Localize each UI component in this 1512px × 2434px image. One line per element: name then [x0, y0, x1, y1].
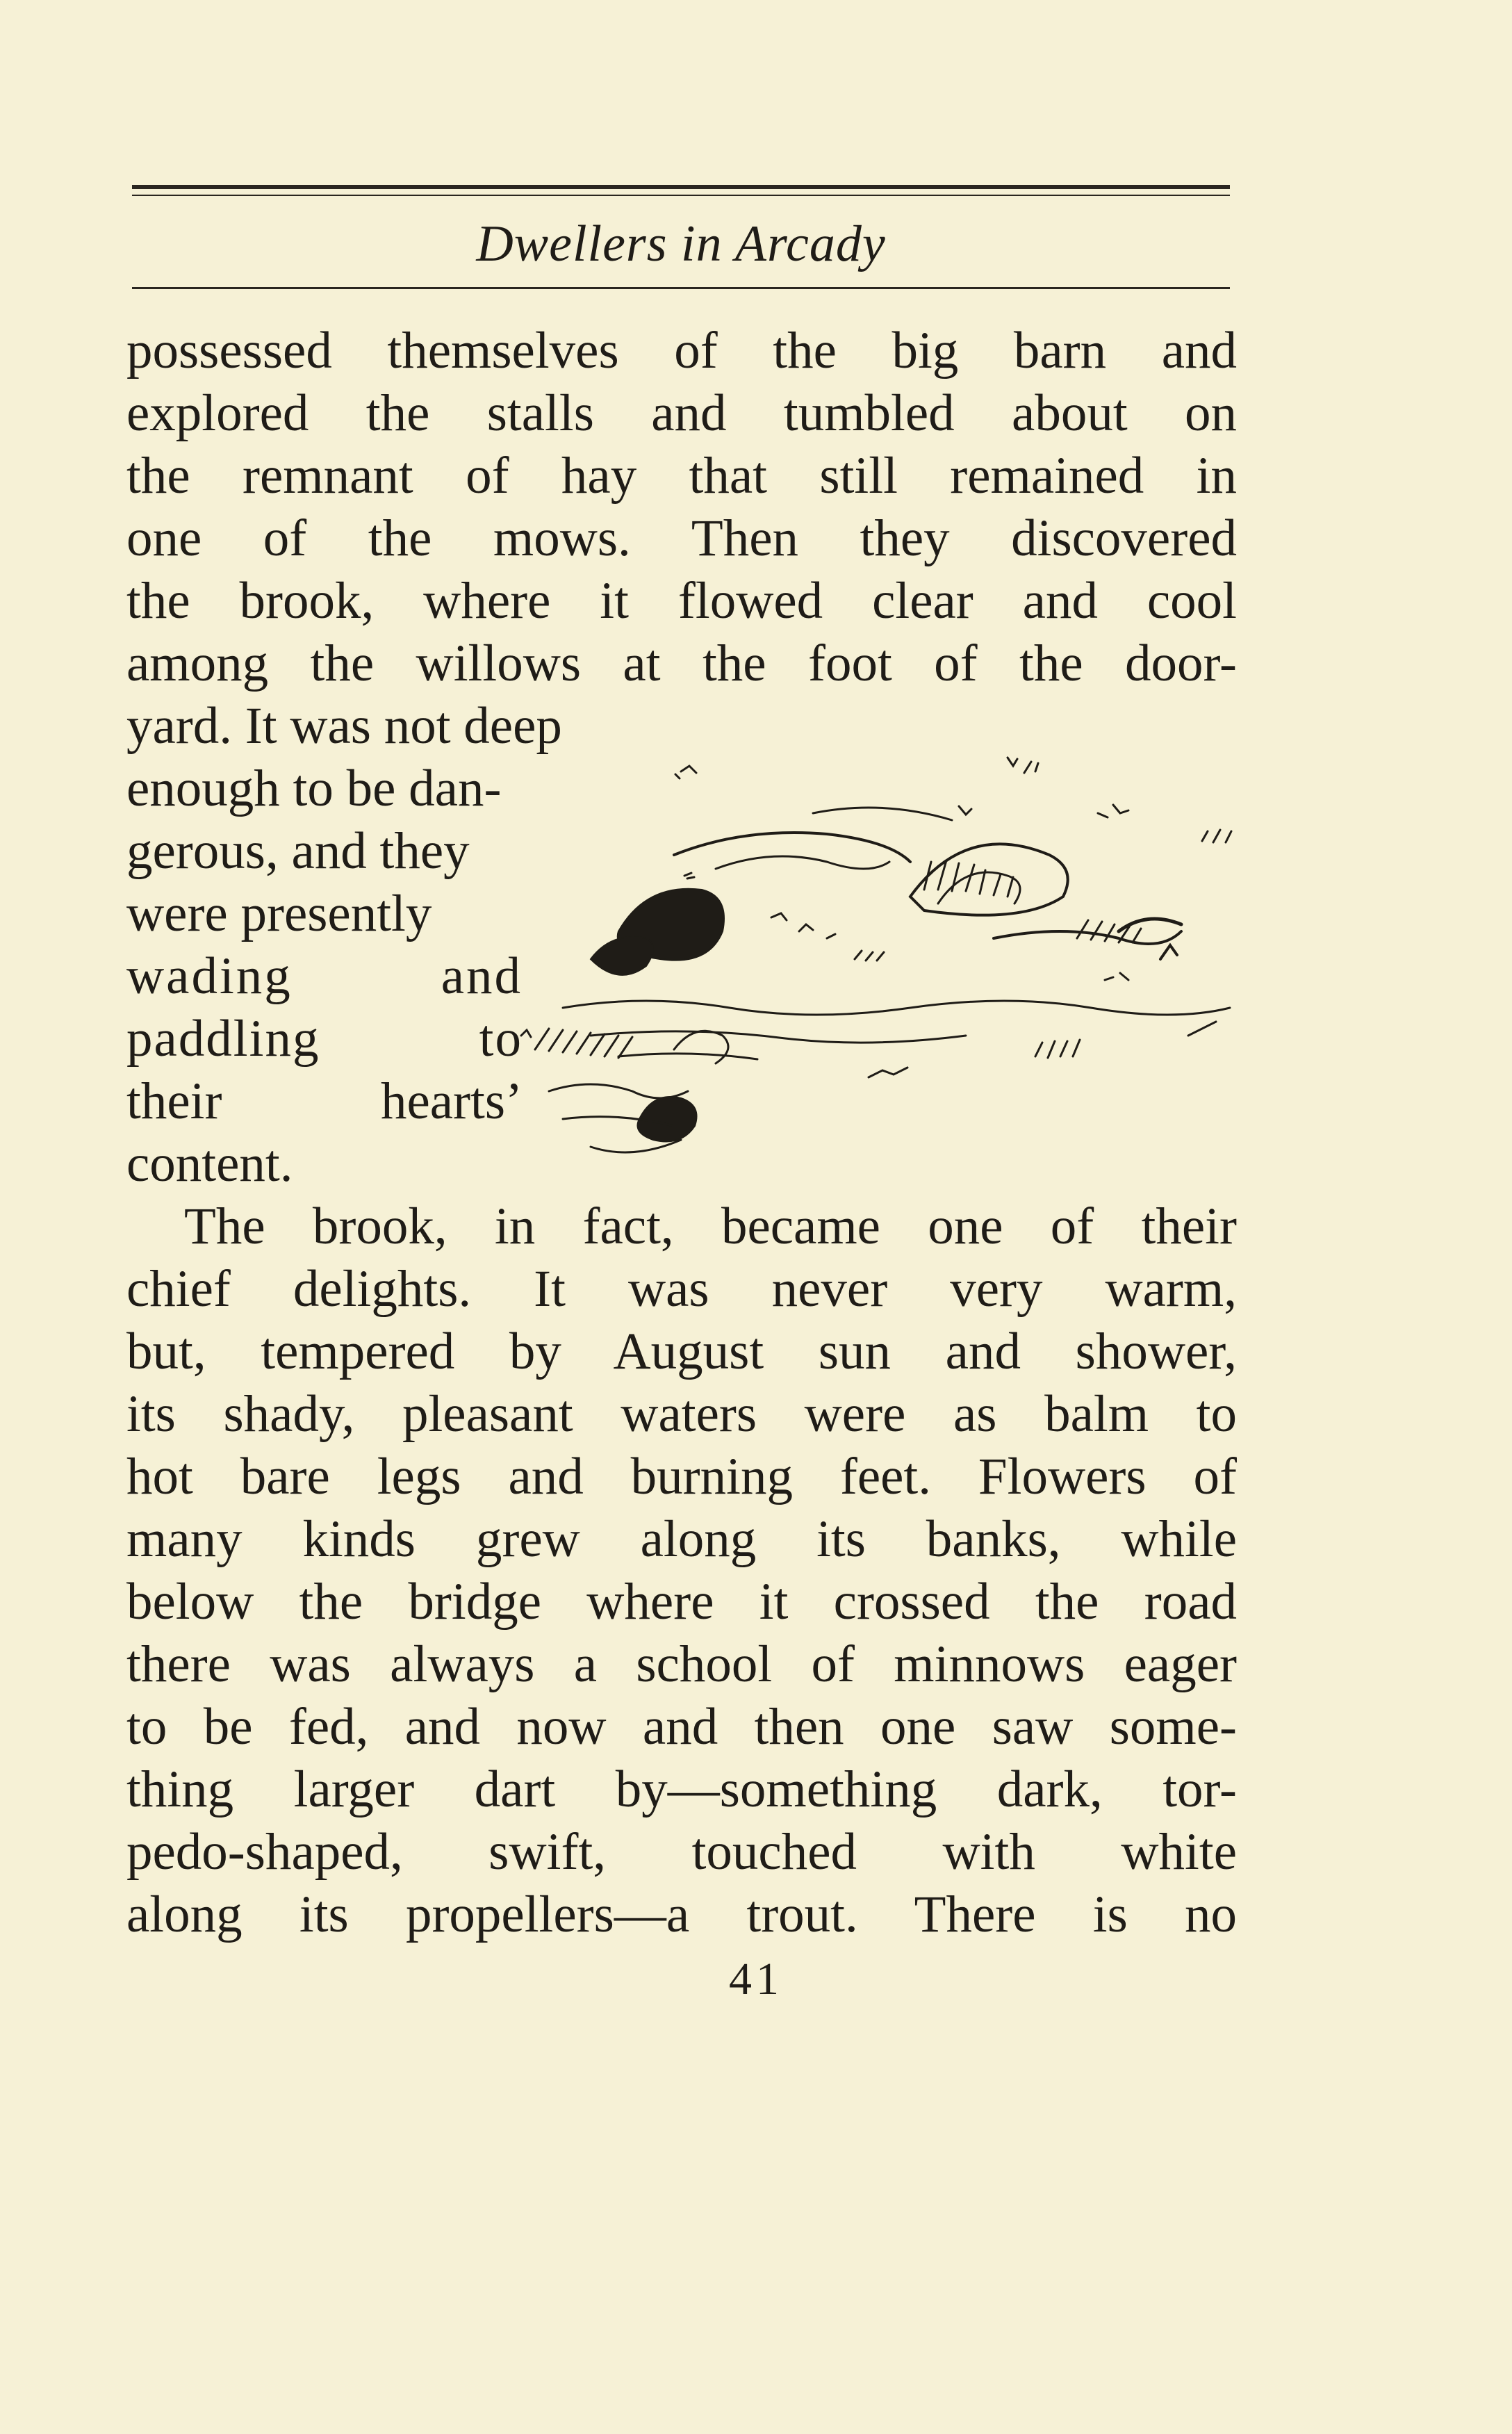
text-line: wading and	[126, 947, 523, 1005]
text-line: paddling to	[126, 1010, 523, 1068]
text-line: possessed themselves of the big barn and	[126, 322, 1237, 379]
text-line: explored the stalls and tumbled about on	[126, 384, 1237, 442]
text-line: below the bridge where it crossed the road	[126, 1573, 1237, 1631]
text-line: among the willows at the foot of the door-	[126, 635, 1237, 692]
text-line: but, tempered by August sun and shower,	[126, 1323, 1237, 1380]
brook-illustration	[507, 730, 1244, 1182]
text-line: to be fed, and now and then one saw some-	[126, 1698, 1237, 1756]
text-line: were presently	[126, 885, 432, 942]
text-line: their hearts’	[126, 1072, 523, 1130]
header-rule-thin	[132, 195, 1230, 196]
text-line: its shady, pleasant waters were as balm to	[126, 1385, 1237, 1443]
header-rule-bottom	[132, 287, 1230, 289]
text-line: one of the mows. Then they discovered	[126, 509, 1237, 567]
text-line: along its propellers—a trout. There is no	[126, 1886, 1237, 1943]
text-line: chief delights. It was never very warm,	[126, 1260, 1237, 1318]
text-line: there was always a school of minnows eager	[126, 1635, 1237, 1693]
text-line: The brook, in fact, became one of their	[184, 1198, 1237, 1255]
text-line: hot bare legs and burning feet. Flowers of	[126, 1448, 1237, 1505]
text-line: the remnant of hay that still remained in	[126, 447, 1237, 505]
running-title: Dwellers in Arcady	[476, 215, 886, 272]
text-line: content.	[126, 1135, 293, 1193]
text-line: yard. It was not deep	[126, 697, 562, 755]
text-line: many kinds grew along its banks, while	[126, 1510, 1237, 1568]
text-line: thing larger dart by—something dark, tor-	[126, 1761, 1237, 1818]
text-line: the brook, where it flowed clear and cool	[126, 572, 1237, 630]
text-line: enough to be dan-	[126, 760, 502, 817]
page-number: 41	[729, 1954, 783, 2004]
text-line: pedo-shaped, swift, touched with white	[126, 1823, 1237, 1881]
text-line: gerous, and they	[126, 822, 470, 880]
header-rule-thick	[132, 185, 1230, 189]
